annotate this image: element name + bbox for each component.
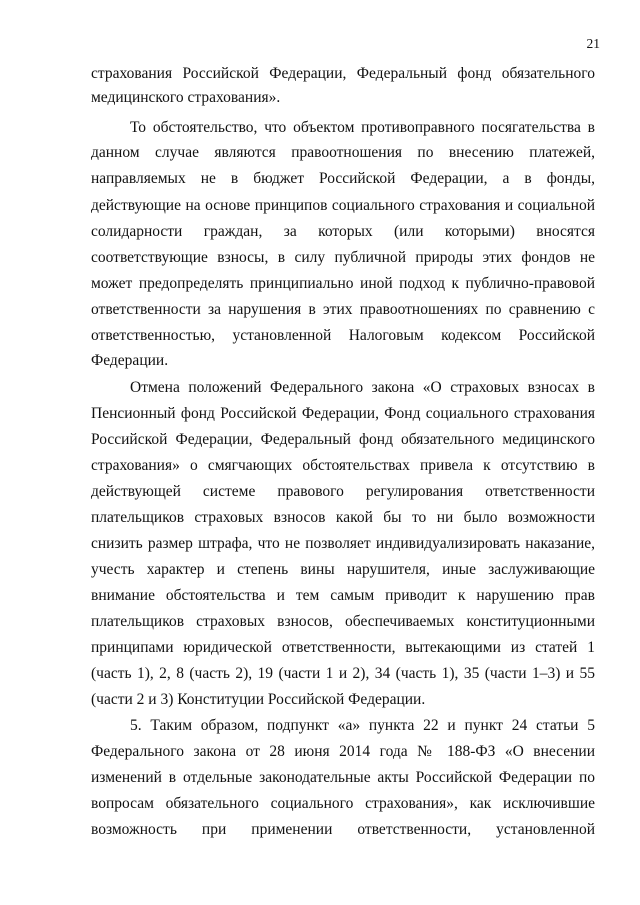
text-line: направляемых не в бюджет Российской Федерации, а в фонды,	[91, 170, 595, 187]
text-line: То обстоятельство, что объектом противоправного посягательства в	[130, 119, 595, 136]
text-line: снизить размер штрафа, что не позволяет индивидуализировать наказание,	[91, 535, 595, 552]
text-line: данном случае являются правоотношения по внесению платежей,	[91, 144, 595, 161]
text-line: соответствующие взносы, в силу публичной природы этих фондов не	[91, 249, 595, 266]
text-line: плательщиков страховых взносов какой бы то ни было возможности	[91, 509, 595, 526]
text-line: медицинского страхования».	[91, 89, 281, 106]
text-line: страхования Российской Федерации, Федеральный фонд обязательного	[91, 65, 595, 82]
text-line: Российской Федерации, Федеральный фонд обязательного медицинского	[91, 431, 595, 448]
text-line: ответственности за нарушения в этих правоотношениях по сравнению с	[91, 301, 595, 318]
text-line: может предопределять принципиально иной подход к публично-правовой	[91, 275, 595, 292]
text-line: внимание обстоятельства и тем самым приводит к нарушению прав	[91, 587, 595, 604]
text-line: изменений в отдельные законодательные акты Российской Федерации по	[91, 769, 595, 786]
text-line: (части 2 и 3) Конституции Российской Федерации.	[91, 691, 426, 708]
text-line: учесть характер и степень вины нарушителя, иные заслуживающие	[91, 561, 595, 578]
text-line: действующей системе правового регулирования ответственности	[91, 483, 595, 500]
page-number: 21	[586, 36, 600, 51]
text-line: вопросам обязательного социального страхования», как исключившие	[91, 795, 595, 812]
text-line: Федерации.	[91, 352, 169, 369]
text-line: плательщиков страховых взносов, обеспечиваемых конституционными	[91, 613, 595, 630]
text-line: солидарности граждан, за которых (или которыми) вносятся	[91, 223, 595, 240]
text-line: принципами юридической ответственности, вытекающими из статей 1	[91, 639, 595, 656]
text-line: 5. Таким образом, подпункт «а» пункта 22 и пункт 24 статьи 5	[130, 717, 595, 734]
text-line: действующие на основе принципов социального страхования и социальной	[91, 197, 595, 214]
text-line: Пенсионный фонд Российской Федерации, Фонд социального страхования	[91, 405, 595, 422]
text-line: (часть 1), 2, 8 (часть 2), 19 (части 1 и 2), 34 (часть 1), 35 (части 1–3) и 55	[91, 665, 595, 682]
text-line: Отмена положений Федерального закона «О страховых взносах в	[130, 379, 595, 396]
text-line: ответственностью, установленной Налоговым кодексом Российской	[91, 327, 595, 344]
text-line: возможность при применении ответственности, установленной	[91, 821, 595, 838]
text-line: страхования» о смягчающих обстоятельствах привела к отсутствию в	[91, 457, 595, 474]
text-line: Федерального закона от 28 июня 2014 года № 188-ФЗ «О внесении	[91, 743, 595, 760]
